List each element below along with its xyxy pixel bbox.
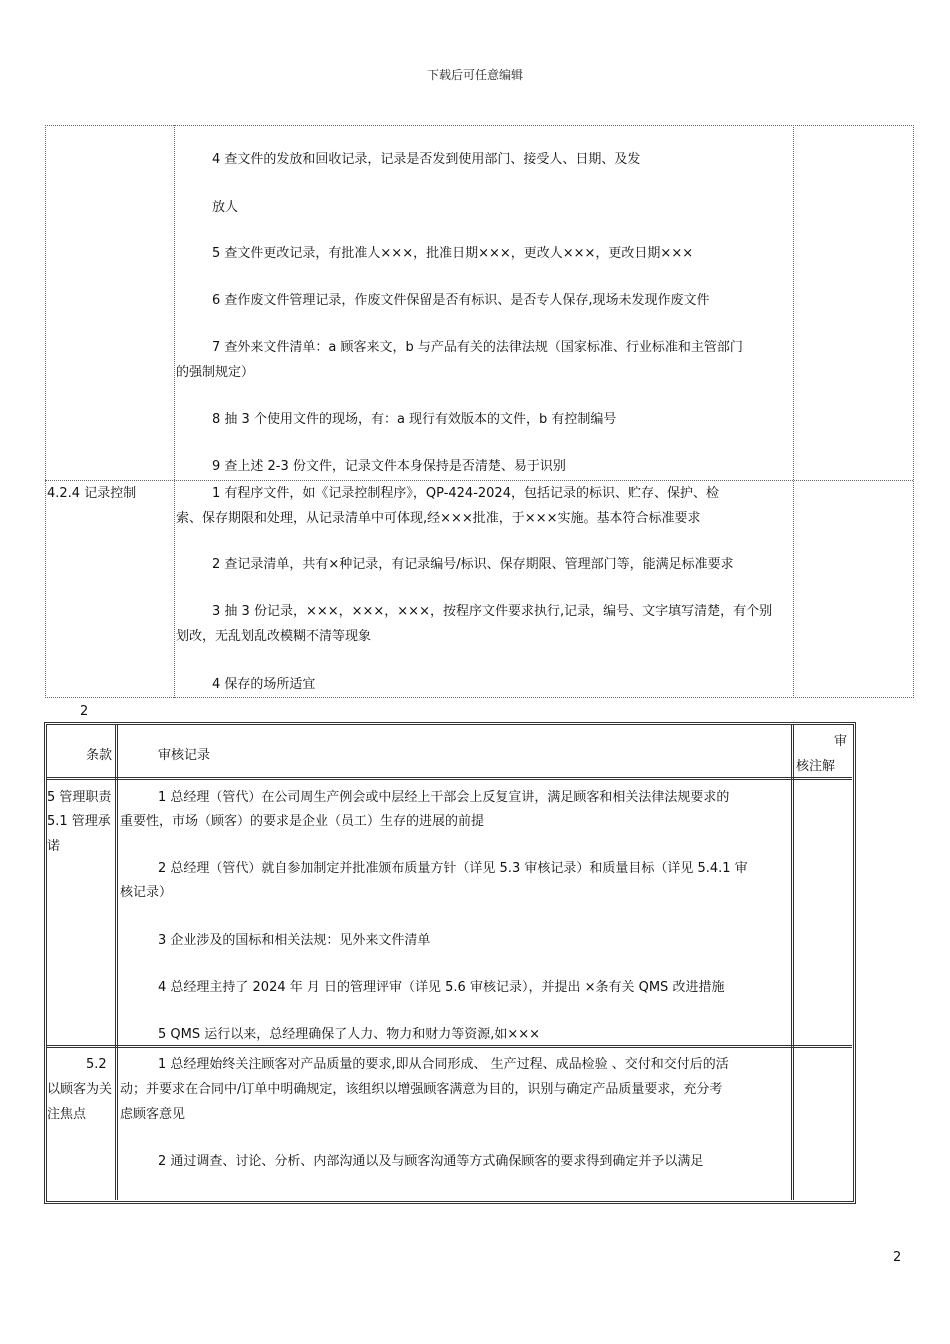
table2-divider-right <box>791 724 794 1200</box>
table1-divider-left <box>174 125 175 698</box>
table2-row1-line: 3 企业涉及的国标和相关法规：见外来文件清单 <box>158 933 431 948</box>
table2-header-note: 审 <box>834 734 848 749</box>
table2-row2-clause: 以顾客为关 <box>47 1082 113 1097</box>
table1-row2-line: 划改，无乱划乱改模糊不清等现象 <box>176 629 372 644</box>
table1-row2-line: 1 有程序文件，如《记录控制程序》，QP-424-2024，包括记录的标识、贮存、保护、检 <box>212 486 719 501</box>
table1-row1-line: 放人 <box>212 200 239 215</box>
table2-row-divider <box>46 1045 852 1048</box>
table1-row1-line: 4 查文件的发放和回收记录，记录是否发到使用部门、接受人、日期、及发 <box>212 152 641 167</box>
table1-row1-line: 6 查作废文件管理记录，作废文件保留是否有标识、是否专人保存,现场未发现作废文件 <box>212 293 710 308</box>
table2-row1-line: 1 总经理（管代）在公司周生产例会或中层经上干部会上反复宣讲，满足顾客和相关法律法规要求的 <box>158 790 730 805</box>
table2-header-divider <box>46 777 852 780</box>
table1-row2-line: 索、保存期限和处理，从记录清单中可体现,经×××批准，于×××实施。基本符合标准要求 <box>176 511 701 526</box>
table2-row1-clause: 诺 <box>47 839 61 854</box>
table2-row1-line: 2 总经理（管代）就自参加制定并批准颁布质量方针（详见 5.3 审核记录）和质量目标（详见 5.4.1 审 <box>158 861 748 876</box>
table2-row1-clause: 5 管理职责 <box>47 790 112 805</box>
table1-row1-line: 7 查外来文件清单：a 顾客来文，b 与产品有关的法律法规（国家标准、行业标准和主管部门 <box>212 340 743 355</box>
page-number-mid: 2 <box>80 704 89 719</box>
table2-row1-clause: 5.1 管理承 <box>47 814 111 829</box>
table2-row2-line: 2 通过调查、讨论、分析、内部沟通以及与顾客沟通等方式确保顾客的要求得到确定并予以满足 <box>158 1154 704 1169</box>
table1-row2-line: 2 查记录清单，共有×种记录，有记录编号/标识、保存期限、管理部门等，能满足标准要求 <box>212 557 734 572</box>
table2-header-clause: 条款 <box>86 748 113 763</box>
table2-row1-line: 核记录） <box>120 885 173 900</box>
table2-divider-left <box>115 724 118 1200</box>
table1-row1-line: 5 查文件更改记录，有批准人×××，批准日期×××，更改人×××，更改日期××× <box>212 246 694 261</box>
table1-row2-line: 3 抽 3 份记录，×××，×××，×××，按程序文件要求执行,记录，编号、文字填写清楚，有个别 <box>212 604 773 619</box>
page-number: 2 <box>893 1250 902 1265</box>
table2-row2-clause: 注焦点 <box>47 1107 87 1122</box>
table1-row2-line: 4 保存的场所适宜 <box>212 677 316 692</box>
table1-row1-line: 8 抽 3 个使用文件的现场，有：a 现行有效版本的文件，b 有控制编号 <box>212 412 617 427</box>
table1-row2-clause: 4.2.4 记录控制 <box>47 486 137 501</box>
table2-row2-line: 虑顾客意见 <box>120 1107 186 1122</box>
table1-divider-right <box>793 125 794 698</box>
table2-header-note: 核注解 <box>796 759 836 774</box>
page-header: 下载后可任意编辑 <box>426 68 523 82</box>
table1-row1-line: 的强制规定） <box>176 365 255 380</box>
table2-row2-line: 动；并要求在合同中/订单中明确规定，该组织以增强顾客满意为目的，识别与确定产品质量要求，充分考 <box>120 1082 723 1097</box>
table2-header-record: 审核记录 <box>158 748 211 763</box>
table2-row2-clause: 5.2 <box>86 1057 107 1072</box>
table2-row1-line: 4 总经理主持了 2024 年 月 日的管理评审（详见 5.6 审核记录），并提出 ×条有关 QMS 改进措施 <box>158 980 725 995</box>
table2-row1-line: 重要性，市场（顾客）的要求是企业（员工）生存的进展的前提 <box>120 814 485 829</box>
table2-row1-line: 5 QMS 运行以来，总经理确保了人力、物力和财力等资源,如××× <box>158 1027 541 1042</box>
table1-row1-line: 9 查上述 2-3 份文件，记录文件本身保持是否清楚、易于识别 <box>212 459 566 474</box>
table1-row-divider <box>45 480 913 481</box>
table2-row2-line: 1 总经理始终关注顾客对产品质量的要求,即从合同形成、 生产过程、成品检验 、交付和交付后的活 <box>158 1057 729 1072</box>
